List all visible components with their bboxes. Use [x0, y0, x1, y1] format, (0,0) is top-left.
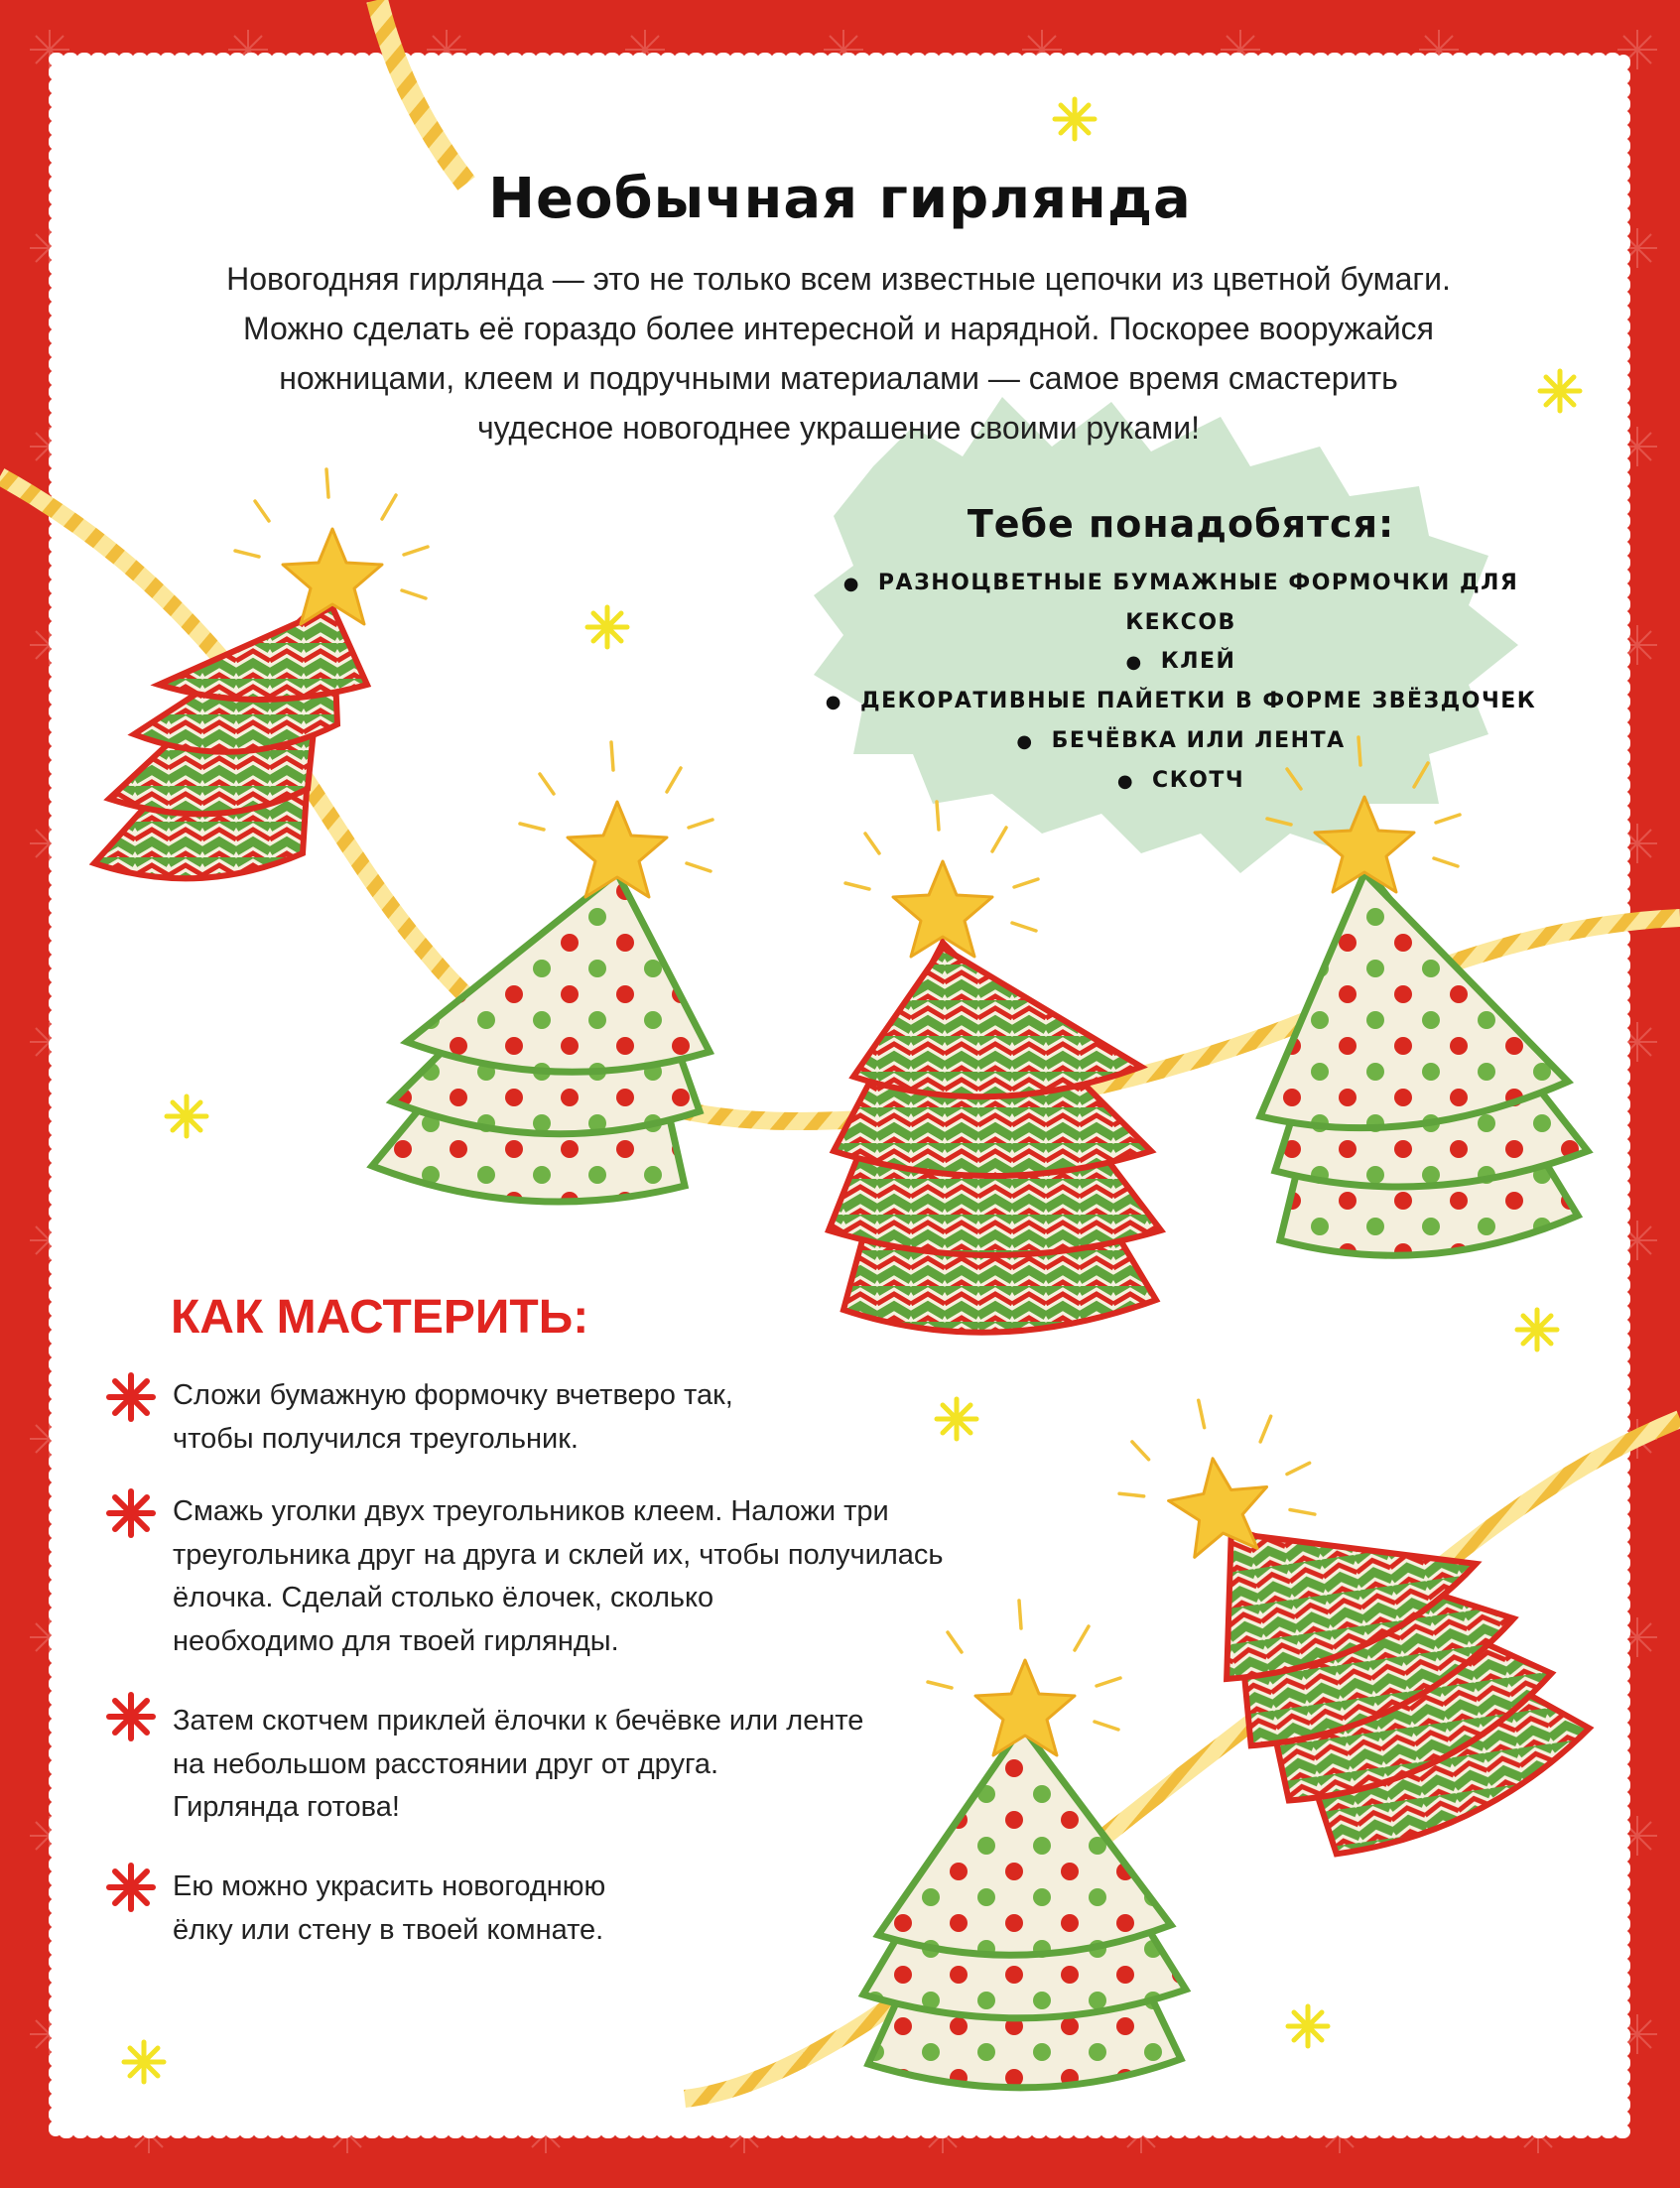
materials-list: [794, 564, 1568, 801]
intro-line: Новогодняя гирлянда — это не только всем известные цепочки из цветной бумаги.: [226, 261, 1451, 297]
instruction-step-2: Смажь уголки двух треугольников клеем. Наложи три треугольника друг на друга и склей их, чтобы получилась ёлочка. Сделай столько ёлочек, сколько необходимо для твоей гирлянды.: [173, 1495, 944, 1657]
instruction-step-4: Ею можно украсить новогоднюю ёлку или стену в твоей комнате.: [173, 1870, 606, 1946]
instruction-step-3: Затем скотчем приклей ёлочки к бечёвке или ленте на небольшом расстоянии друг от друга. Гирлянда готова!: [173, 1705, 864, 1823]
instruction-step-1: Сложи бумажную формочку вчетверо так, чтобы получился треугольник.: [173, 1379, 733, 1455]
materials-title: Тебе понадобятся:: [967, 502, 1395, 546]
material-item: ● РАЗНОЦВЕТНЫЕ БУМАЖНЫЕ ФОРМОЧКИ ДЛЯ КЕКСОВ: [794, 564, 1568, 642]
material-item: ● СКОТЧ: [794, 761, 1568, 801]
page-title: Необычная гирлянда: [488, 167, 1192, 231]
intro-line: чудесное новогоднее украшение своими руками!: [476, 410, 1201, 446]
intro-paragraph: [149, 254, 1528, 452]
material-item: ● БЕЧЁВКА ИЛИ ЛЕНТА: [794, 721, 1568, 761]
instructions-title: КАК МАСТЕРИТЬ:: [171, 1291, 589, 1344]
intro-line: Можно сделать её гораздо более интересной и нарядной. Поскорее вооружайся: [243, 311, 1434, 346]
material-item: ● ДЕКОРАТИВНЫЕ ПАЙЕТКИ В ФОРМЕ ЗВЁЗДОЧЕК: [794, 682, 1568, 721]
intro-line: ножницами, клеем и подручными материалами — самое время смастерить: [279, 360, 1398, 396]
material-item: ● КЛЕЙ: [794, 642, 1568, 682]
